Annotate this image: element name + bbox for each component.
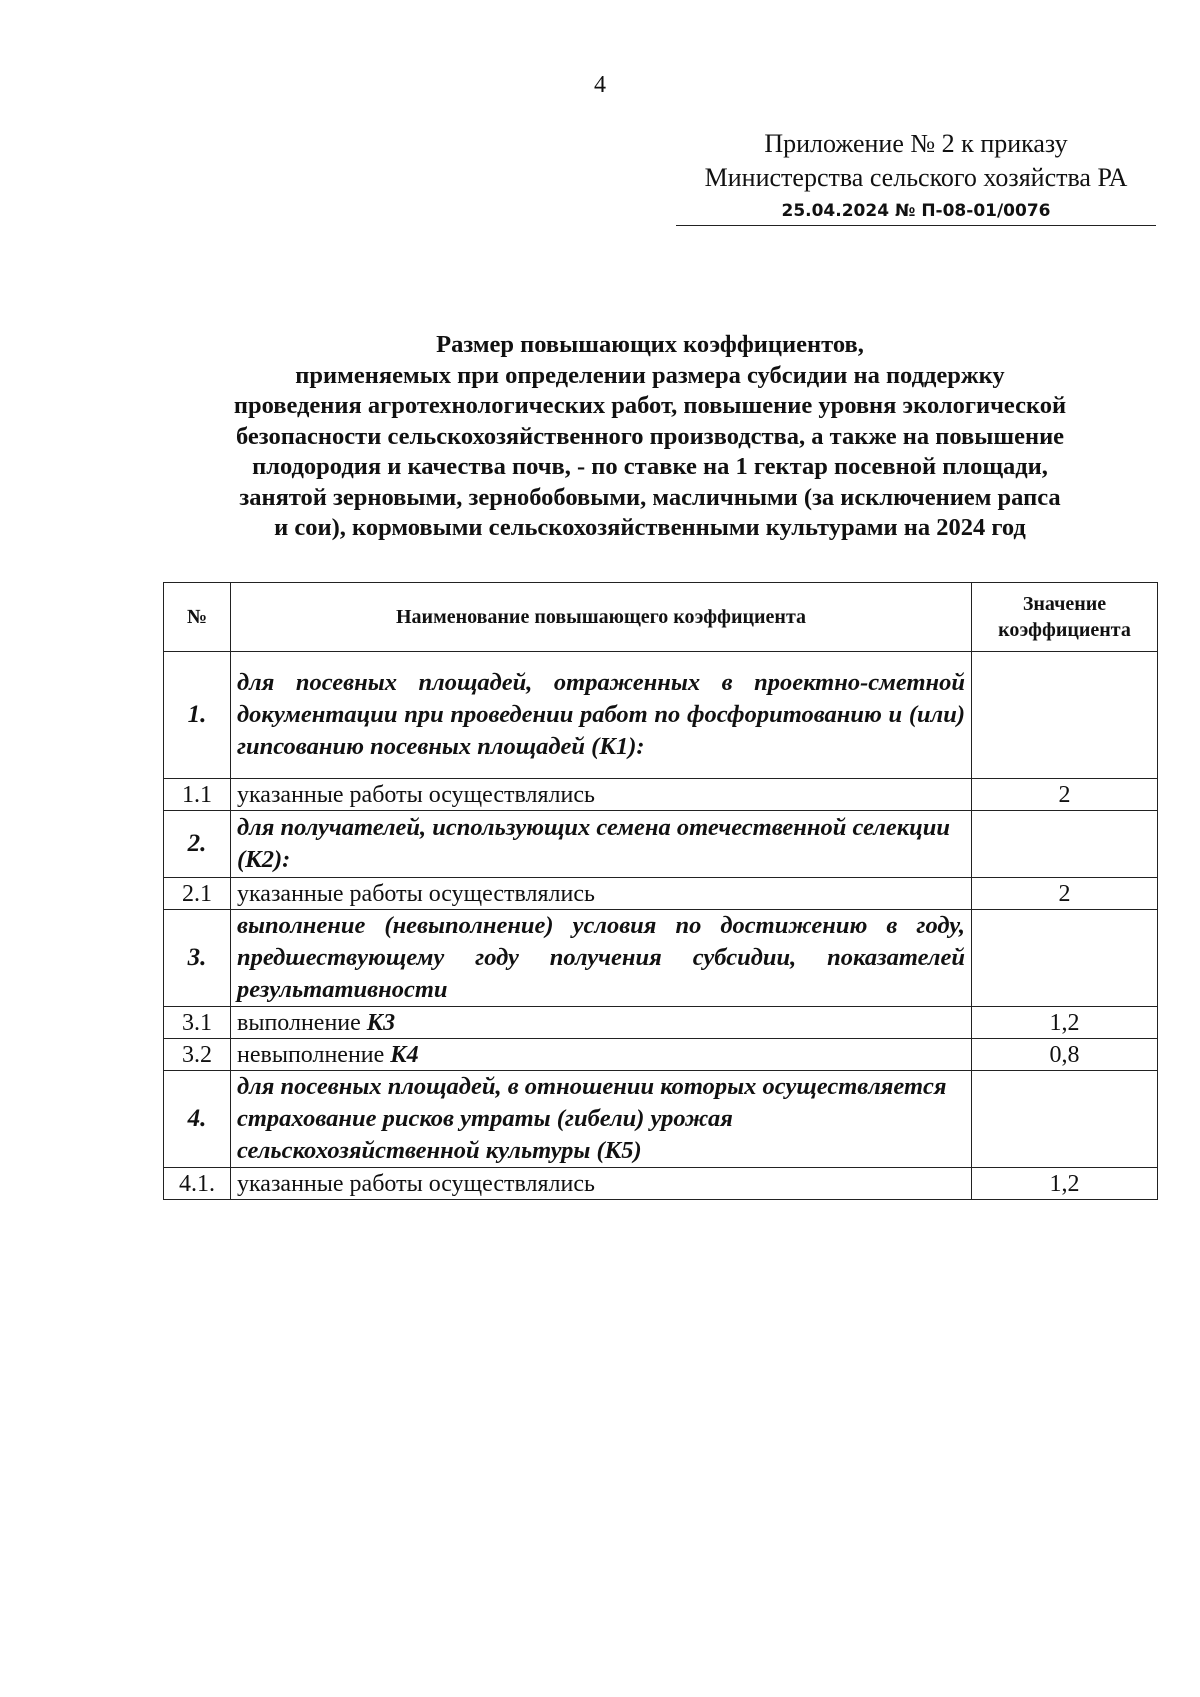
group-row <box>164 910 1158 1007</box>
title-line: применяемых при определении размера субсидии на поддержку <box>295 361 1005 389</box>
item-number: 3.2 <box>164 1039 231 1071</box>
item-coefficient: К4 <box>390 1041 419 1068</box>
header-number: № <box>164 583 231 652</box>
header-name: Наименование повышающего коэффициента <box>231 583 972 652</box>
title-line: безопасности сельскохозяйственного производства, а также на повышение <box>235 422 1065 450</box>
appendix-header <box>676 127 1156 226</box>
page-number: 4 <box>594 72 606 98</box>
item-label: указанные работы осуществлялись <box>237 880 595 907</box>
group-value-empty <box>972 1071 1158 1168</box>
group-text: выполнение (невыполнение) условия по достижению в году, предшествующему году получения субсидии, показателей результативности <box>231 910 972 1007</box>
group-number: 2. <box>164 811 231 878</box>
group-text: для получателей, использующих семена отечественной селекции (К2): <box>231 811 972 878</box>
item-number: 3.1 <box>164 1007 231 1039</box>
item-label: выполнение <box>237 1009 361 1036</box>
group-row <box>164 1071 1158 1168</box>
header-value-line-1: Значение <box>1022 593 1107 615</box>
item-text <box>231 878 972 910</box>
item-label: указанные работы осуществлялись <box>237 781 595 808</box>
group-number: 3. <box>164 910 231 1007</box>
appendix-line-1: Приложение № 2 к приказу <box>764 129 1068 158</box>
item-value: 0,8 <box>972 1039 1158 1071</box>
item-coefficient: К3 <box>366 1009 396 1036</box>
document-title <box>150 330 1150 544</box>
group-text: для посевных площадей, в отношении которых осуществляется страхование рисков утраты (гибели) урожая сельскохозяйственной культуры (К5) <box>231 1071 972 1168</box>
item-value: 2 <box>972 779 1158 811</box>
group-number: 1. <box>164 652 231 779</box>
group-row <box>164 811 1158 878</box>
title-line: проведения агротехнологических работ, повышение уровня экологической <box>233 392 1067 419</box>
table-row <box>164 1039 1158 1071</box>
item-value: 1,2 <box>972 1168 1158 1200</box>
coefficients-table <box>163 582 1158 1200</box>
header-value <box>972 583 1158 652</box>
group-row <box>164 652 1158 779</box>
group-number: 4. <box>164 1071 231 1168</box>
item-label: невыполнение <box>237 1041 385 1068</box>
title-line: Размер повышающих коэффициентов, <box>436 331 864 358</box>
title-line: и сои), кормовыми сельскохозяйственными культурами на 2024 год <box>274 514 1026 541</box>
item-number: 1.1 <box>164 779 231 811</box>
item-number: 2.1 <box>164 878 231 910</box>
table-row <box>164 1168 1158 1200</box>
title-line: занятой зерновыми, зернобобовыми, масличными (за исключением рапса <box>239 483 1061 511</box>
table-row <box>164 779 1158 811</box>
group-value-empty <box>972 811 1158 878</box>
group-value-empty <box>972 910 1158 1007</box>
title-line: плодородия и качества почв, - по ставке на 1 гектар посевной площади, <box>252 453 1048 480</box>
item-text <box>231 1007 972 1039</box>
header-value-line-2: коэффициента <box>998 619 1131 641</box>
item-text <box>231 1168 972 1200</box>
appendix-line-2: Министерства сельского хозяйства РА <box>704 163 1128 192</box>
item-number: 4.1. <box>164 1168 231 1200</box>
group-value-empty <box>972 652 1158 779</box>
order-number: 25.04.2024 № П-08-01/0076 <box>676 199 1156 226</box>
item-text <box>231 1039 972 1071</box>
table-row <box>164 1007 1158 1039</box>
table-header-row <box>164 583 1158 652</box>
item-text <box>231 779 972 811</box>
table-row <box>164 878 1158 910</box>
group-text: для посевных площадей, отраженных в проектно-сметной документации при проведении работ по фосфоритованию и (или) гипсованию посевных площадей (К1): <box>231 652 972 779</box>
item-value: 1,2 <box>972 1007 1158 1039</box>
item-label: указанные работы осуществлялись <box>237 1170 595 1197</box>
item-value: 2 <box>972 878 1158 910</box>
